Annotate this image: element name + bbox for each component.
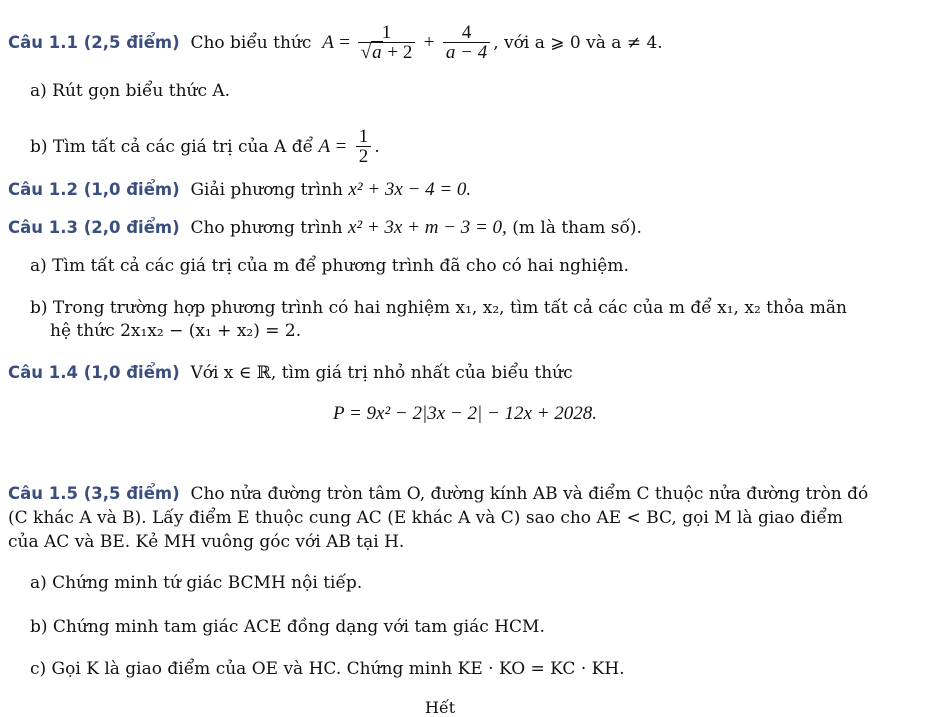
parameter-note: (m là tham số). (512, 218, 642, 238)
part-b-line: b) Tìm tất cả các giá trị của A để A = $\frac{1}{2}$ . (30, 126, 380, 167)
question-1-1-line (8, 24, 663, 63)
math-plus: + (423, 32, 435, 53)
part-b: b) Chứng minh tam giác ACE đồng dạng với tam giác HCM. (30, 617, 545, 637)
fraction-2 (443, 24, 490, 63)
question-1-3-line (8, 217, 642, 239)
fraction-half (356, 128, 372, 167)
fraction-numerator: 1 (358, 126, 369, 147)
question-label: Câu 1.1 (2,5 điểm) (8, 33, 180, 52)
fraction-1 (358, 24, 416, 63)
part-b-text: b) Tìm tất cả các giá trị của A để (30, 137, 314, 157)
footer-end-text: Hết (425, 698, 456, 717)
fraction-denominator (358, 42, 416, 63)
math-equation: x² + 3x + m − 3 = 0, (347, 217, 507, 238)
part-a: a) Chứng minh tứ giác BCMH nội tiếp. (30, 573, 363, 593)
part-c: c) Gọi K là giao điểm của OE và HC. Chứng minh KE · KO = KC · KH. (30, 659, 625, 679)
fraction-numerator: 1 (381, 22, 392, 43)
question-text: Cho biểu thức (190, 33, 312, 53)
question-1-2-line (8, 179, 471, 201)
sqrt-symbol: √a (360, 42, 382, 63)
radicand: a (372, 42, 382, 63)
part-a: a) Tìm tất cả các giá trị của m để phương trình đã cho có hai nghiệm. (30, 256, 629, 276)
math-expression: A = (318, 136, 348, 157)
question-text: Giải phương trình (190, 180, 343, 200)
question-text-line-3: của AC và BE. Kẻ MH vuông góc với AB tại H. (8, 532, 405, 552)
math-equation: x² + 3x − 4 = 0. (348, 179, 472, 200)
fraction-numerator: 4 (461, 22, 472, 43)
part-b: b) Trong trường hợp phương trình có hai nghiệm x₁, x₂, tìm tất cả các của m để x₁, x₂ thỏa mãn (30, 298, 847, 318)
condition-text: , với a ⩾ 0 và a ≠ 4. (493, 33, 663, 53)
math-variable: A (322, 32, 334, 53)
fraction-denominator: a − 4 (443, 42, 490, 63)
question-1-4-line (8, 362, 573, 384)
fraction-denominator: 2 (356, 146, 372, 167)
part-b-continued: hệ thức 2x₁x₂ − (x₁ + x₂) = 2. (50, 321, 302, 341)
question-text: Cho phương trình (190, 218, 343, 238)
question-label: Câu 1.3 (2,0 điểm) (8, 218, 180, 237)
question-text: Cho nửa đường tròn tâm O, đường kính AB và điểm C thuộc nửa đường tròn đó (190, 484, 869, 504)
expression-P: P = 9x² − 2|3x − 2| − 12x + 2028. (332, 403, 598, 424)
question-text: Với x ∈ ℝ, tìm giá trị nhỏ nhất của biểu thức (190, 363, 573, 383)
question-1-5-line (8, 483, 868, 505)
question-label: Câu 1.5 (3,5 điểm) (8, 484, 180, 503)
question-label: Câu 1.2 (1,0 điểm) (8, 180, 180, 199)
question-text-line-2: (C khác A và B). Lấy điểm E thuộc cung AC (E khác A và C) sao cho AE < BC, gọi M là giao điểm (8, 508, 843, 528)
math-equals: = (339, 32, 355, 53)
question-label: Câu 1.4 (1,0 điểm) (8, 363, 180, 382)
denominator-rest: + 2 (387, 42, 413, 63)
part-a: a) Rút gọn biểu thức A. (30, 81, 231, 101)
